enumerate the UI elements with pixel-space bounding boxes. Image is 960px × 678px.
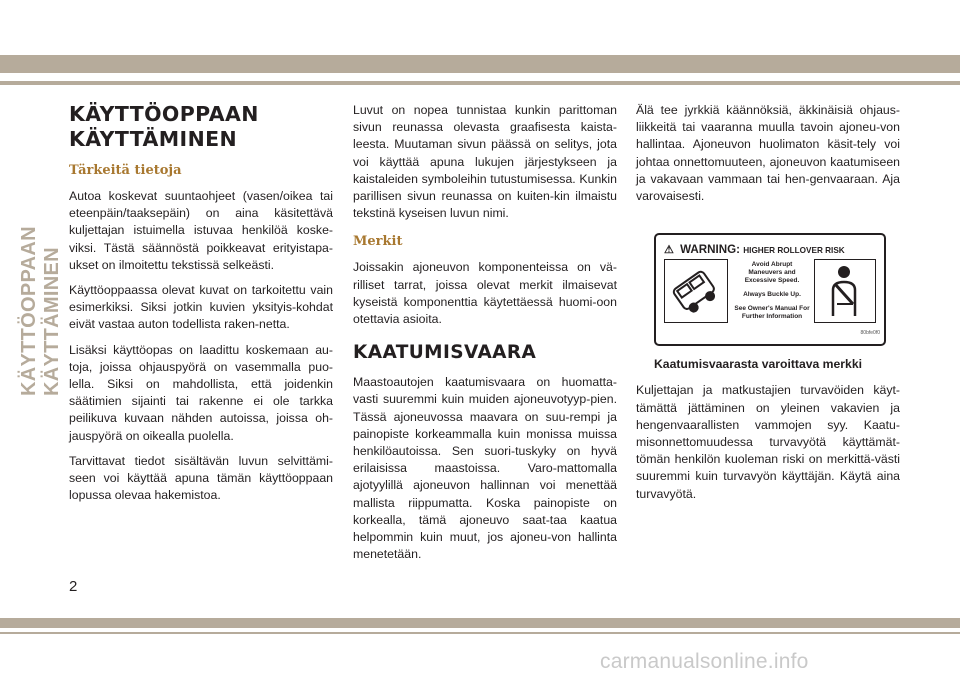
paragraph: Autoa koskevat suuntaohjeet (vasen/oikea tai eteenpäin/taaksepäin) on aina käsitettävä kuljettajan istuimella istuvaa henkilöä koske-viksi. Tästä säännöstä poikkeavat erityistapa-ukset on ilmoitettu tekstissä selkeästi. [69,189,333,272]
header-rule [0,81,960,85]
column-1 [69,102,333,512]
subheading-important-info: Tärkeitä tietoja [69,163,182,178]
paragraph: Kuljettajan ja matkustajien turvavöiden käyt-tämättä jättäminen on yleinen vakavien ja hengenvaarallisten vammojen syy. Kaatu-misonnettomuudessa turvavyötä käyttämät-tömän henkilön kuoleman riski on merkittä-västi suuremmi kuin turvavyön käyttäjän. Käytä aina turvavyötä. [636,383,900,501]
paragraph: Lisäksi käyttöopas on laadittu koskemaan au-toja, joissa ohjauspyörä on vasemmalla puo-lella. Siksi on mahdollista, että joidenkin säätimien sijainti tai rakenne ei ole tarkka peilikuva kuvaan nähden autoissa, joissa oh-jauspyörä on oikealla puolella. [69,342,333,443]
paragraph: Joissakin ajoneuvon komponenteissa on vä-rilliset tarrat, joissa olevat merkit ilmaisevat kyseistä komponenttia käytettäessä huomi-oon otettavia asioita. [353,260,617,327]
title-line-1: KÄYTTÖOPPAAN [69,102,259,126]
figure-code: 80bfe0f0 [860,330,880,337]
figure-caption: Kaatumisvaarasta varoittava merkki [654,357,862,372]
paragraph: Älä tee jyrkkiä käännöksiä, äkkinäisiä ohjaus-liikkeitä tai vaaranna muulla tavoin ajoneu-von hallintaa. Ajoneuvon huolimaton käsit-tely voi johtaa onnettomuuteen, ajoneuvon kaatumiseen ja vakavaan vammaan tai hen-genvaaraan. Aja varovaisesti. [636,103,900,204]
footer-rule [0,632,960,634]
footer-band [0,618,960,628]
paragraph: Käyttöoppaassa olevat kuvat on tarkoitettu vain esimerkiksi. Siksi jotkin kuvien yksityis-kohdat eivät vastaa auton todellista raken-netta. [69,283,333,332]
rollover-vehicle-icon [664,259,728,323]
section-title-manual [69,102,333,152]
warning-triangle-icon: ⚠ [664,244,674,257]
rollover-warning-label [654,233,886,346]
paragraph: Tarvittavat tiedot sisältävän luvun selvittämi-seen voi käyttää apuna tämän käyttöoppaan lopussa olevaa hakemistoa. [69,453,333,503]
chapter-side-title: KÄYTTÖOPPAAN KÄYTTÄMINEN [18,226,63,396]
title-line-2: KÄYTTÄMINEN [69,127,238,151]
subheading-marks: Merkit [353,234,403,250]
column-2 [353,102,617,571]
page-number: 2 [69,578,78,595]
paragraph: Maastoautojen kaatumisvaara on huomatta-vasti suuremmi kuin muiden ajoneuvotyyp-pien. Tässä ajoneuvossa maavara on suu-rempi ja painopiste korkeammalla kuin monissa muissa henkilöautoissa. Sen suori-tuskyky on hyvä erilaisissa maastoissa. Varo-mattomalla ajotyylillä ajoneuvon hallinnan voi menettää mallista riippumatta. Koska painopiste on korkealla, tämä ajoneuvo saat-taa kaatua helpommin kuin muut, jos ajoneu-von hallinta menetetään. [353,375,617,562]
warning-instructions: Avoid Abrupt Maneuvers and Excessive Speed. Always Buckle Up. See Owner's Manual For Further Information [734,261,810,321]
header-band [0,55,960,73]
section-title-rollover: KAATUMISVAARA [353,342,537,364]
column-3 [636,102,900,511]
watermark-text: carmanualsonline.info [600,650,809,673]
paragraph: Luvut on nopea tunnistaa kunkin parittoman sivun reunassa olevasta graafisesta kaista-leesta. Muutaman sivun päässä on selitys, jota voi käyttää apuna lukujen järjestykseen ja kaistaleiden symboleihin tutustumisessa. Kunkin parillisen sivun reunassa on kuiten-kin ilmaistu tekstinä kyseisen luvun nimi. [353,103,617,221]
warning-header: ⚠ WARNING: HIGHER ROLLOVER RISK [664,241,845,259]
seatbelt-person-icon [814,259,876,323]
